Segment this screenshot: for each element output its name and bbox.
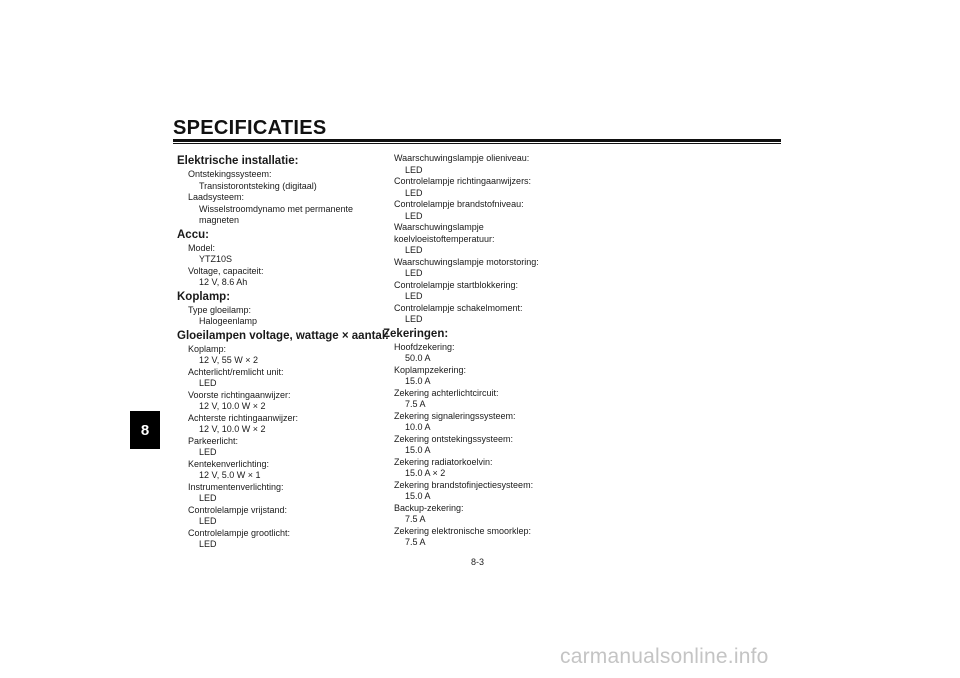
spec-label: Koplamp: [188,343,227,354]
spec-value: 7.5 A [405,399,426,409]
spec-label: Instrumentenverlichting: [188,481,284,492]
spec-label: Zekering signaleringssysteem: [394,410,516,421]
section-heading: Gloeilampen voltage, wattage × aantal: [177,329,389,342]
spec-value: 12 V, 55 W × 2 [199,355,258,365]
spec-value: 12 V, 10.0 W × 2 [199,424,266,434]
spec-label: Type gloeilamp: [188,304,252,315]
spec-label: Controlelampje startblokkering: [394,279,519,290]
spec-value: LED [405,268,423,278]
spec-label: Controlelampje grootlicht: [188,527,291,538]
watermark: carmanualsonline.info [560,645,769,668]
spec-value: LED [199,378,217,388]
spec-value: 10.0 A [405,422,431,432]
spec-value: LED [405,187,423,198]
spec-value: LED [199,539,217,549]
spec-value: LED [405,210,423,221]
spec-label: Waarschuwingslampje motorstoring: [394,256,539,267]
spec-value: Transistorontsteking (digitaal) [199,180,317,191]
spec-value: 7.5 A [405,514,426,524]
spec-label: Controlelampje schakelmoment: [394,302,523,313]
spec-label: Kentekenverlichting: [188,458,270,469]
spec-label: Voorste richtingaanwijzer: [188,389,291,400]
spec-value: LED [405,314,423,324]
spec-label: Voltage, capaciteit: [188,265,264,276]
spec-label: Zekering radiatorkoelvin: [394,456,493,467]
spec-value: 12 V, 8.6 Ah [199,277,248,287]
spec-value: Halogeenlamp [199,316,258,326]
spec-value: LED [199,447,217,457]
spec-column-left [177,153,389,551]
spec-label: Parkeerlicht: [188,435,239,446]
spec-label: Controlelampje richtingaanwijzers: [394,176,532,186]
spec-label: Laadsysteem: [188,192,245,202]
spec-label: Model: [188,242,216,253]
spec-value: 12 V, 10.0 W × 2 [199,401,266,411]
spec-value: 15.0 A [405,491,431,501]
spec-label: Koplampzekering: [394,364,467,375]
spec-value: LED [199,493,217,503]
spec-label: Controlelampje vrijstand: [188,504,288,515]
section-heading: Elektrische installatie: [177,155,299,167]
spec-value: 15.0 A [405,376,431,386]
spec-label: Achterste richtingaanwijzer: [188,412,299,423]
spec-value: LED [199,516,217,526]
spec-value: 15.0 A × 2 [405,468,446,478]
spec-value: 15.0 A [405,445,431,455]
spec-value: 12 V, 5.0 W × 1 [199,470,261,480]
section-heading: Accu: [177,228,209,241]
page-title: SPECIFICATIES [173,117,327,139]
spec-value: 50.0 A [405,353,431,363]
header-rule-thick [173,139,781,142]
spec-column-right [383,153,583,549]
spec-value: YTZ10S [199,254,233,264]
section-heading: Zekeringen: [383,327,449,340]
section-heading: Koplamp: [177,290,231,303]
spec-label: Backup-zekering: [394,502,464,513]
spec-label: Achterlicht/remlicht unit: [188,366,284,377]
header-rule-thin [173,143,781,144]
spec-value: 7.5 A [405,537,426,547]
spec-value: LED [405,245,423,255]
spec-label: Zekering ontstekingssysteem: [394,433,514,444]
spec-label: Zekering achterlichtcircuit: [394,387,499,398]
spec-label: Zekering elektronische smoorklep: [394,525,532,536]
spec-label: Zekering brandstofinjectiesysteem: [394,479,534,490]
chapter-tab[interactable]: 8 [130,411,160,449]
spec-label: Ontstekingssysteem: [188,169,272,179]
spec-label: Waarschuwingslampje olieniveau: [394,153,530,163]
spec-label: Waarschuwingslampje koelvloeistoftemperatuur: [394,222,495,244]
spec-value: LED [405,291,423,301]
spec-label: Controlelampje brandstofniveau: [394,199,524,209]
spec-value: LED [405,164,423,175]
page-number: 8-3 [471,557,485,567]
spec-label: Hoofdzekering: [394,341,455,352]
spec-value: Wisselstroomdynamo met permanente magneten [199,203,354,225]
